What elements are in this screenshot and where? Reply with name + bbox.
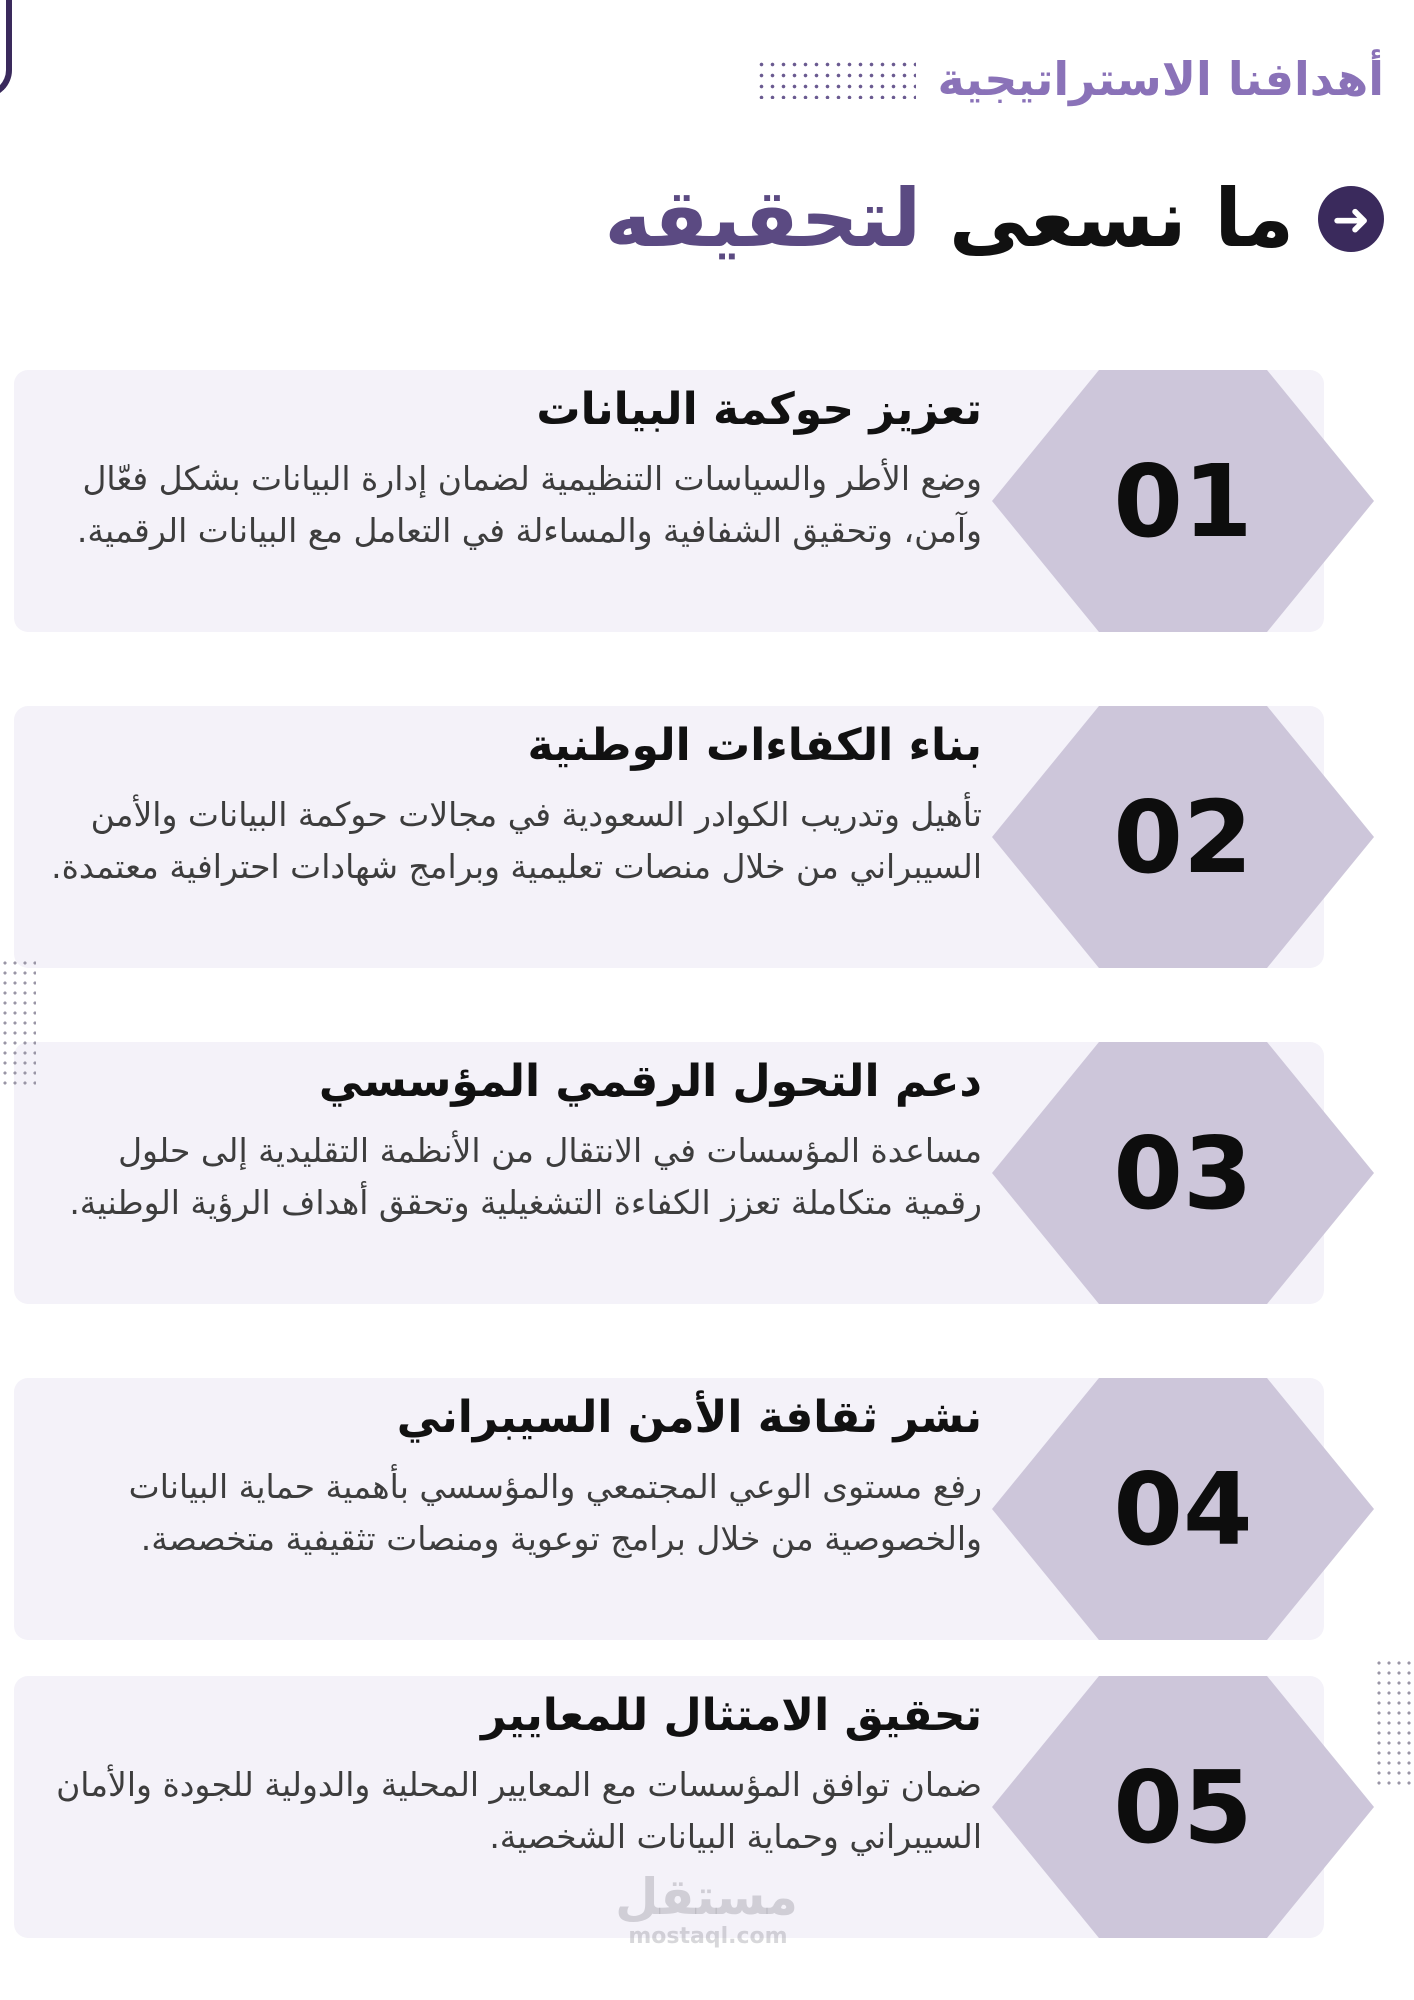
goal-title: دعم التحول الرقمي المؤسسي — [318, 1056, 982, 1107]
goal-card-01 — [14, 370, 1374, 632]
arrow-right-circle-icon: ➜ — [1318, 186, 1384, 252]
goal-description: ضمان توافق المؤسسات مع المعايير المحلية والدولية للجودة والأمان السيبراني وحماية البيانات الشخصية. — [56, 1765, 982, 1856]
watermark-latin: mostaql.com — [628, 1924, 788, 1949]
goal-number: 02 — [1113, 778, 1253, 896]
goal-body — [32, 1392, 982, 1565]
goal-number: 04 — [1113, 1450, 1253, 1568]
goal-body — [32, 384, 982, 557]
corner-decoration — [0, 0, 12, 98]
title-accent: لتحقيقه — [604, 172, 922, 265]
watermark — [615, 1868, 798, 1949]
goal-card-02 — [14, 706, 1374, 968]
eyebrow-label: أهدافنا الاستراتيجية — [937, 52, 1384, 106]
dot-pattern-left — [0, 958, 36, 1088]
goal-description: رفع مستوى الوعي المجتمعي والمؤسسي بأهمية حماية البيانات والخصوصية من خلال برامج توعوية ومنصات تثقيفية متخصصة. — [128, 1467, 982, 1558]
goal-title: نشر ثقافة الأمن السيبراني — [396, 1392, 982, 1443]
dot-pattern-right — [1374, 1658, 1414, 1788]
page-title — [604, 172, 1294, 265]
goal-number: 05 — [1113, 1748, 1253, 1866]
goal-description: تأهيل وتدريب الكوادر السعودية في مجالات حوكمة البيانات والأمن السيبراني من خلال منصات تعليمية وبرامج شهادات احترافية معتمدة. — [51, 795, 982, 886]
goal-body — [32, 1690, 982, 1863]
goal-number: 01 — [1113, 442, 1253, 560]
goal-card-03 — [14, 1042, 1374, 1304]
goal-description: وضع الأطر والسياسات التنظيمية لضمان إدارة البيانات بشكل فعّال وآمن، وتحقيق الشفافية والمساءلة في التعامل مع البيانات الرقمية. — [76, 459, 982, 550]
goal-title: تحقيق الامتثال للمعايير — [480, 1690, 982, 1741]
goal-title: تعزيز حوكمة البيانات — [536, 384, 982, 435]
dot-pattern-icon — [756, 59, 916, 99]
goal-card-04 — [14, 1378, 1374, 1640]
goal-body — [32, 1056, 982, 1229]
page-heading — [604, 172, 1384, 265]
section-eyebrow — [756, 52, 1384, 106]
goal-description: مساعدة المؤسسات في الانتقال من الأنظمة التقليدية إلى حلول رقمية متكاملة تعزز الكفاءة التشغيلية وتحقق أهداف الرؤية الوطنية. — [69, 1131, 982, 1222]
title-main: ما نسعى — [949, 172, 1294, 265]
watermark-arabic: مستقل — [615, 1868, 798, 1926]
goal-title: بناء الكفاءات الوطنية — [527, 720, 982, 771]
goal-body — [32, 720, 982, 893]
goal-number: 03 — [1113, 1114, 1253, 1232]
